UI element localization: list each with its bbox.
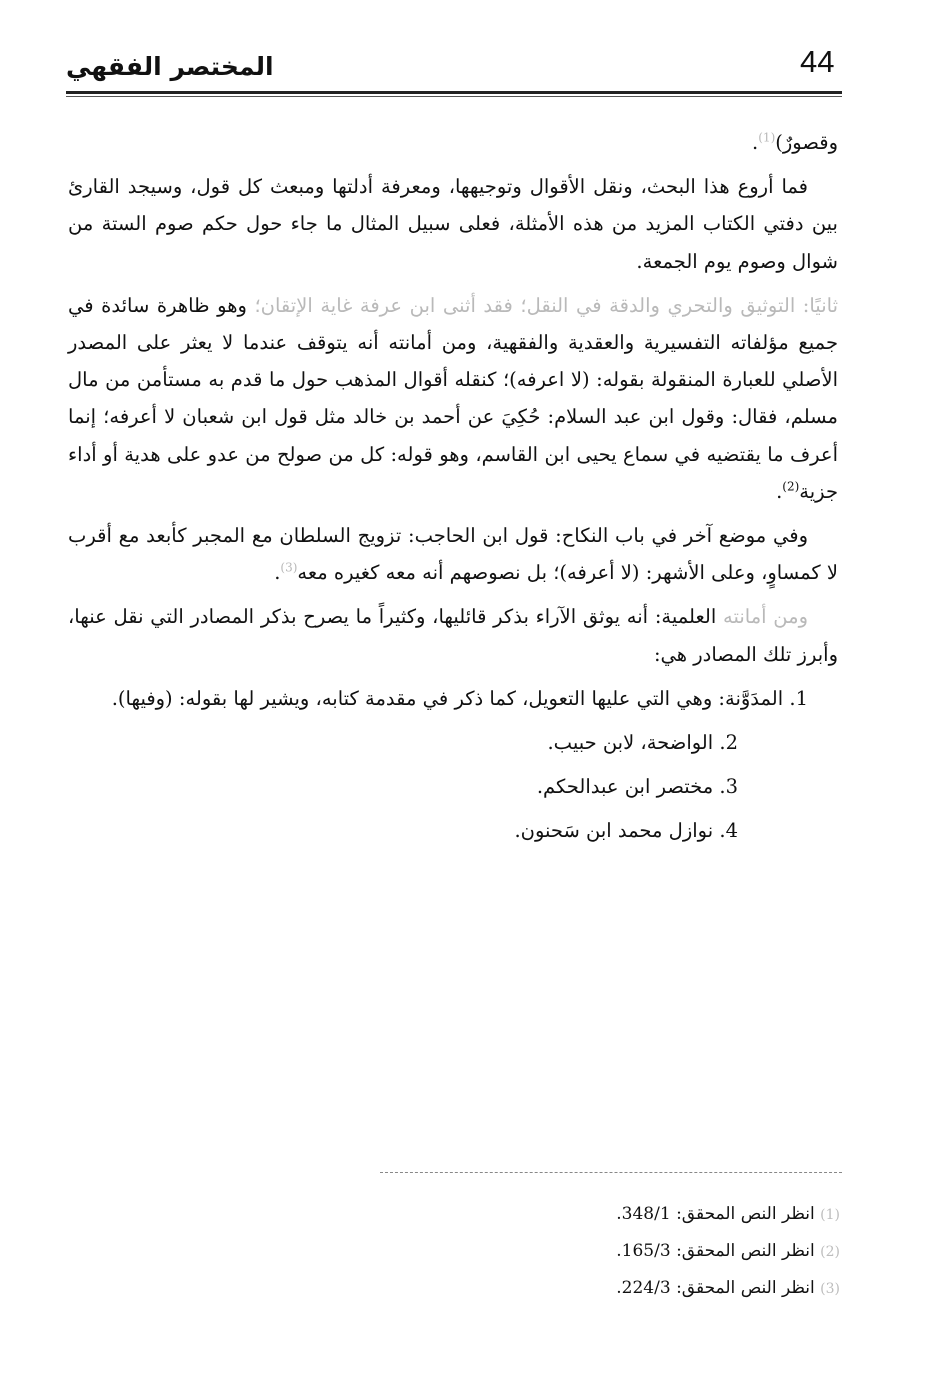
sources-list (68, 680, 838, 850)
footnotes (400, 1196, 840, 1307)
paragraph-2: فما أروع هذا البحث، ونقل الأقوال وتوجيهها، ومعرفة أدلتها ومبعث كل قول، وسيجد القارئ بين دفتي الكتاب المزيد من هذه الأمثلة، فعلى سبيل المثال ما جاء حول حكم صوم الستة من شوال وصوم يوم الجمعة. (68, 175, 838, 273)
paragraph-1 (68, 124, 838, 161)
footnote-2 (400, 1233, 840, 1270)
list-item: 2. الواضحة، لابن حبيب. (547, 731, 738, 755)
footnote-2-text: انظر النص المحقق: 165/3. (616, 1241, 815, 1261)
header-rule (66, 91, 842, 97)
footnote-2-mark: (2) (820, 1244, 840, 1260)
paragraph-4 (68, 517, 838, 591)
footnote-ref-1: (1) (758, 130, 776, 145)
footnote-3 (400, 1270, 840, 1307)
page-number: 44 (800, 44, 835, 79)
paragraph-4-end: . (274, 561, 281, 585)
paragraph-3-end: . (776, 479, 783, 503)
footnote-3-mark: (3) (820, 1281, 840, 1297)
footnote-separator (380, 1172, 842, 1173)
list-item: 1. المدَوَّنة: وهي التي عليها التعويل، كما ذكر في مقدمة كتابه، ويشير لها بقوله: (وفيها). (111, 686, 808, 710)
paragraph-4-text: وفي موضع آخر في باب النكاح: قول ابن الحاجب: تزويج السلطان مع المجبر كأبعد مع أقرب لا كمساوٍ، وعلى الأشهر: (لا أعرفه)؛ بل نصوصهم أنه معه كغيره معه (68, 524, 838, 585)
paragraph-1-text: وقصورٌ) (775, 131, 838, 154)
paragraph-5-text: العلمية: أنه يوثق الآراء بذكر قائليها، وكثيراً ما يصرح بذكر المصادر التي نقل عنها، وأبرز تلك المصادر هي: (68, 605, 838, 666)
footnote-ref-2: (2) (782, 479, 800, 494)
paragraph-5-faded-lead: ومن أمانته (722, 605, 808, 629)
footnote-3-text: انظر النص المحقق: 224/3. (616, 1278, 815, 1298)
paragraph-5 (68, 598, 838, 672)
list-item: 4. نوازل محمد ابن سَحنون. (514, 819, 738, 843)
paragraph-3 (68, 287, 838, 510)
running-header-title: المختصر الفقهي (66, 52, 274, 81)
list-item: 3. مختصر ابن عبدالحكم. (536, 775, 738, 799)
paragraph-3-text: وهو ظاهرة سائدة في جميع مؤلفاته التفسيرية والعقدية والفقهية، ومن أمانته أنه يتوقف عندما لا يعثر على المصدر الأصلي للعبارة المنقولة بقوله: (لا اعرفه)؛ كنقله أقوال المذهب حول ما قدم به مستأمن من مال مسلم، فقال: وقول ابن عبد السلام: حُكِيَ عن أحمد بن خالد مثل قول ابن شعبان لا أعرفه؛ إنما أعرف ما يقتضيه في سماع يحيى ابن القاسم، وهو قوله: كل من صولح من عدو على هدية أو أداء جزية (68, 293, 838, 503)
paragraph-1-end: . (752, 131, 759, 154)
footnote-1-mark: (1) (820, 1207, 840, 1223)
footnote-1 (400, 1196, 840, 1233)
footnote-ref-3: (3) (280, 560, 298, 575)
paragraph-3-faded-lead: ثانيًا: التوثيق والتحري والدقة في النقل؛ فقد أثنى ابن عرفة غاية الإتقان؛ (254, 293, 838, 317)
footnote-1-text: انظر النص المحقق: 348/1. (616, 1204, 815, 1224)
main-text (68, 124, 838, 857)
